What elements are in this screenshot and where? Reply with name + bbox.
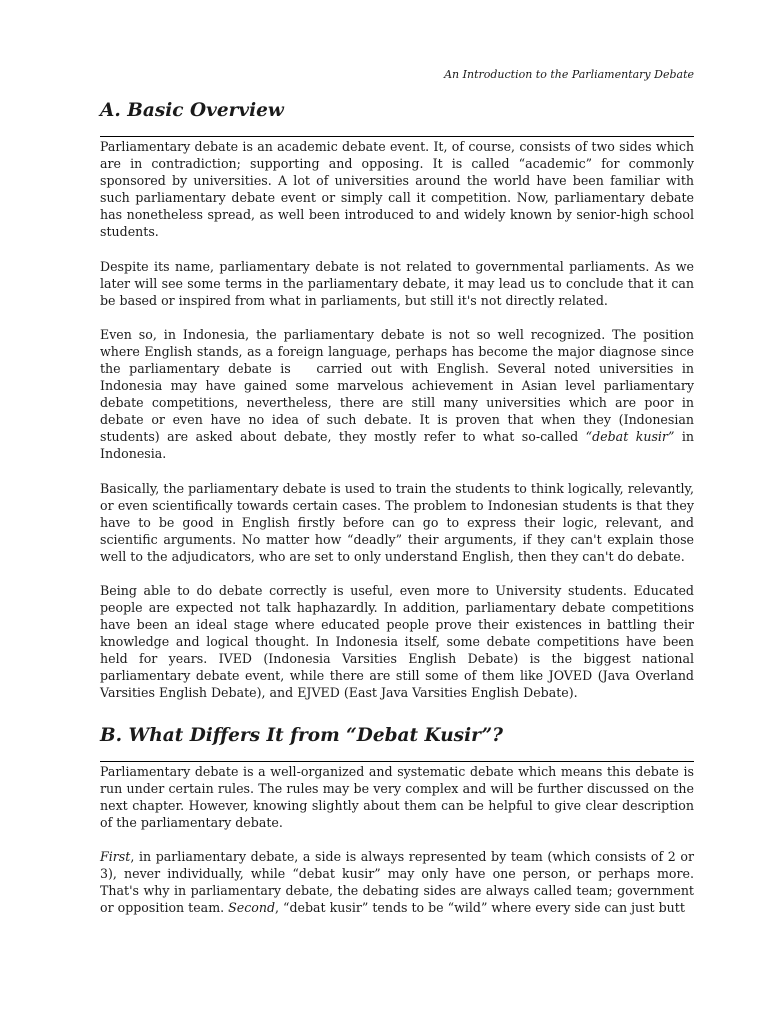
- section-b-paragraph-1: Parliamentary debate is a well-organized and systematic debate which means this debate is run under certain rules. The rules may be very complex and will be further discussed on the next chapter. However, knowing slightly about them can be helpful to give clear description of the parliamentary debate.: [100, 764, 694, 830]
- section-a-heading: A. Basic Overview: [100, 100, 284, 121]
- paragraph-2-text-part1: , in parliamentary debate, a side is always represented by team (which consists of 2 or 3), never individually, while “debat kusir” may only have one person, or perhaps more. That's why in parliamentary debate, the debating sides are always called team; government or opposition team.: [100, 849, 694, 915]
- second-italic: Second: [228, 900, 276, 915]
- section-a-paragraph-1: Parliamentary debate is an academic debate event. It, of course, consists of two sides which are in contradiction; supporting and opposing. It is called “academic” for commonly sponsored by universities. A lot of universities around the world have been familiar with such parliamentary debate event or simply call it competition. Now, parliamentary debate has nonetheless spread, as well been introduced to and widely known by senior-high school students.: [100, 139, 694, 239]
- section-b-paragraph-2: [100, 848, 694, 916]
- paragraph-3-text-start: Even so, in Indonesia, the parliamentary debate is not so well recognized. The position where English stands, as a foreign language, perhaps has become the major diagnose since the parliamentary debate is carried out with English. Several noted universities in Indonesia may have gained some marvelous achievement in Asian level parliamentary debate competitions, nevertheless, there are still many universities which are poor in debate or even have no idea of such debate. It is proven that when they (Indonesian students) are asked about debate, they mostly refer to what so-called: [100, 327, 694, 444]
- section-b-heading: B. What Differs It from “Debat Kusir”?: [100, 725, 503, 746]
- debat-kusir-italic: “debat kusir”: [585, 429, 675, 444]
- first-italic: First: [100, 849, 131, 864]
- section-a-paragraph-5: Being able to do debate correctly is useful, even more to University students. Educated people are expected not talk haphazardly. In addition, parliamentary debate competitions have been an ideal stage where educated people prove their existences in battling their knowledge and logical thought. In Indonesia itself, some debate competitions have been held for years. IVED (Indonesia Varsities English Debate) is the biggest national parliamentary debate event, while there are still some of them like JOVED (Java Overland Varsities English Debate), and EJVED (East Java Varsities English Debate).: [100, 583, 694, 700]
- section-a-rule: [100, 136, 694, 137]
- section-b-rule: [100, 761, 694, 762]
- section-a-paragraph-3: [100, 326, 694, 462]
- paragraph-2-text-part2: , “debat kusir” tends to be “wild” where every side can just butt: [275, 900, 685, 915]
- section-a-paragraph-2: Despite its name, parliamentary debate is not related to governmental parliaments. As we later will see some terms in the parliamentary debate, it may lead us to conclude that it can be based or inspired from what in parliaments, but still it's not directly related.: [100, 259, 694, 308]
- running-header: An Introduction to the Parliamentary Debate: [444, 68, 694, 81]
- section-a-paragraph-4: Basically, the parliamentary debate is used to train the students to think logically, relevantly, or even scientifically towards certain cases. The problem to Indonesian students is that they have to be good in English firstly before can go to express their logic, relevant, and scientific arguments. No matter how “deadly” their arguments, if they can't explain those well to the adjudicators, who are set to only understand English, then they can't do debate.: [100, 481, 694, 564]
- paragraph-3-text-end: in Indonesia.: [100, 429, 694, 461]
